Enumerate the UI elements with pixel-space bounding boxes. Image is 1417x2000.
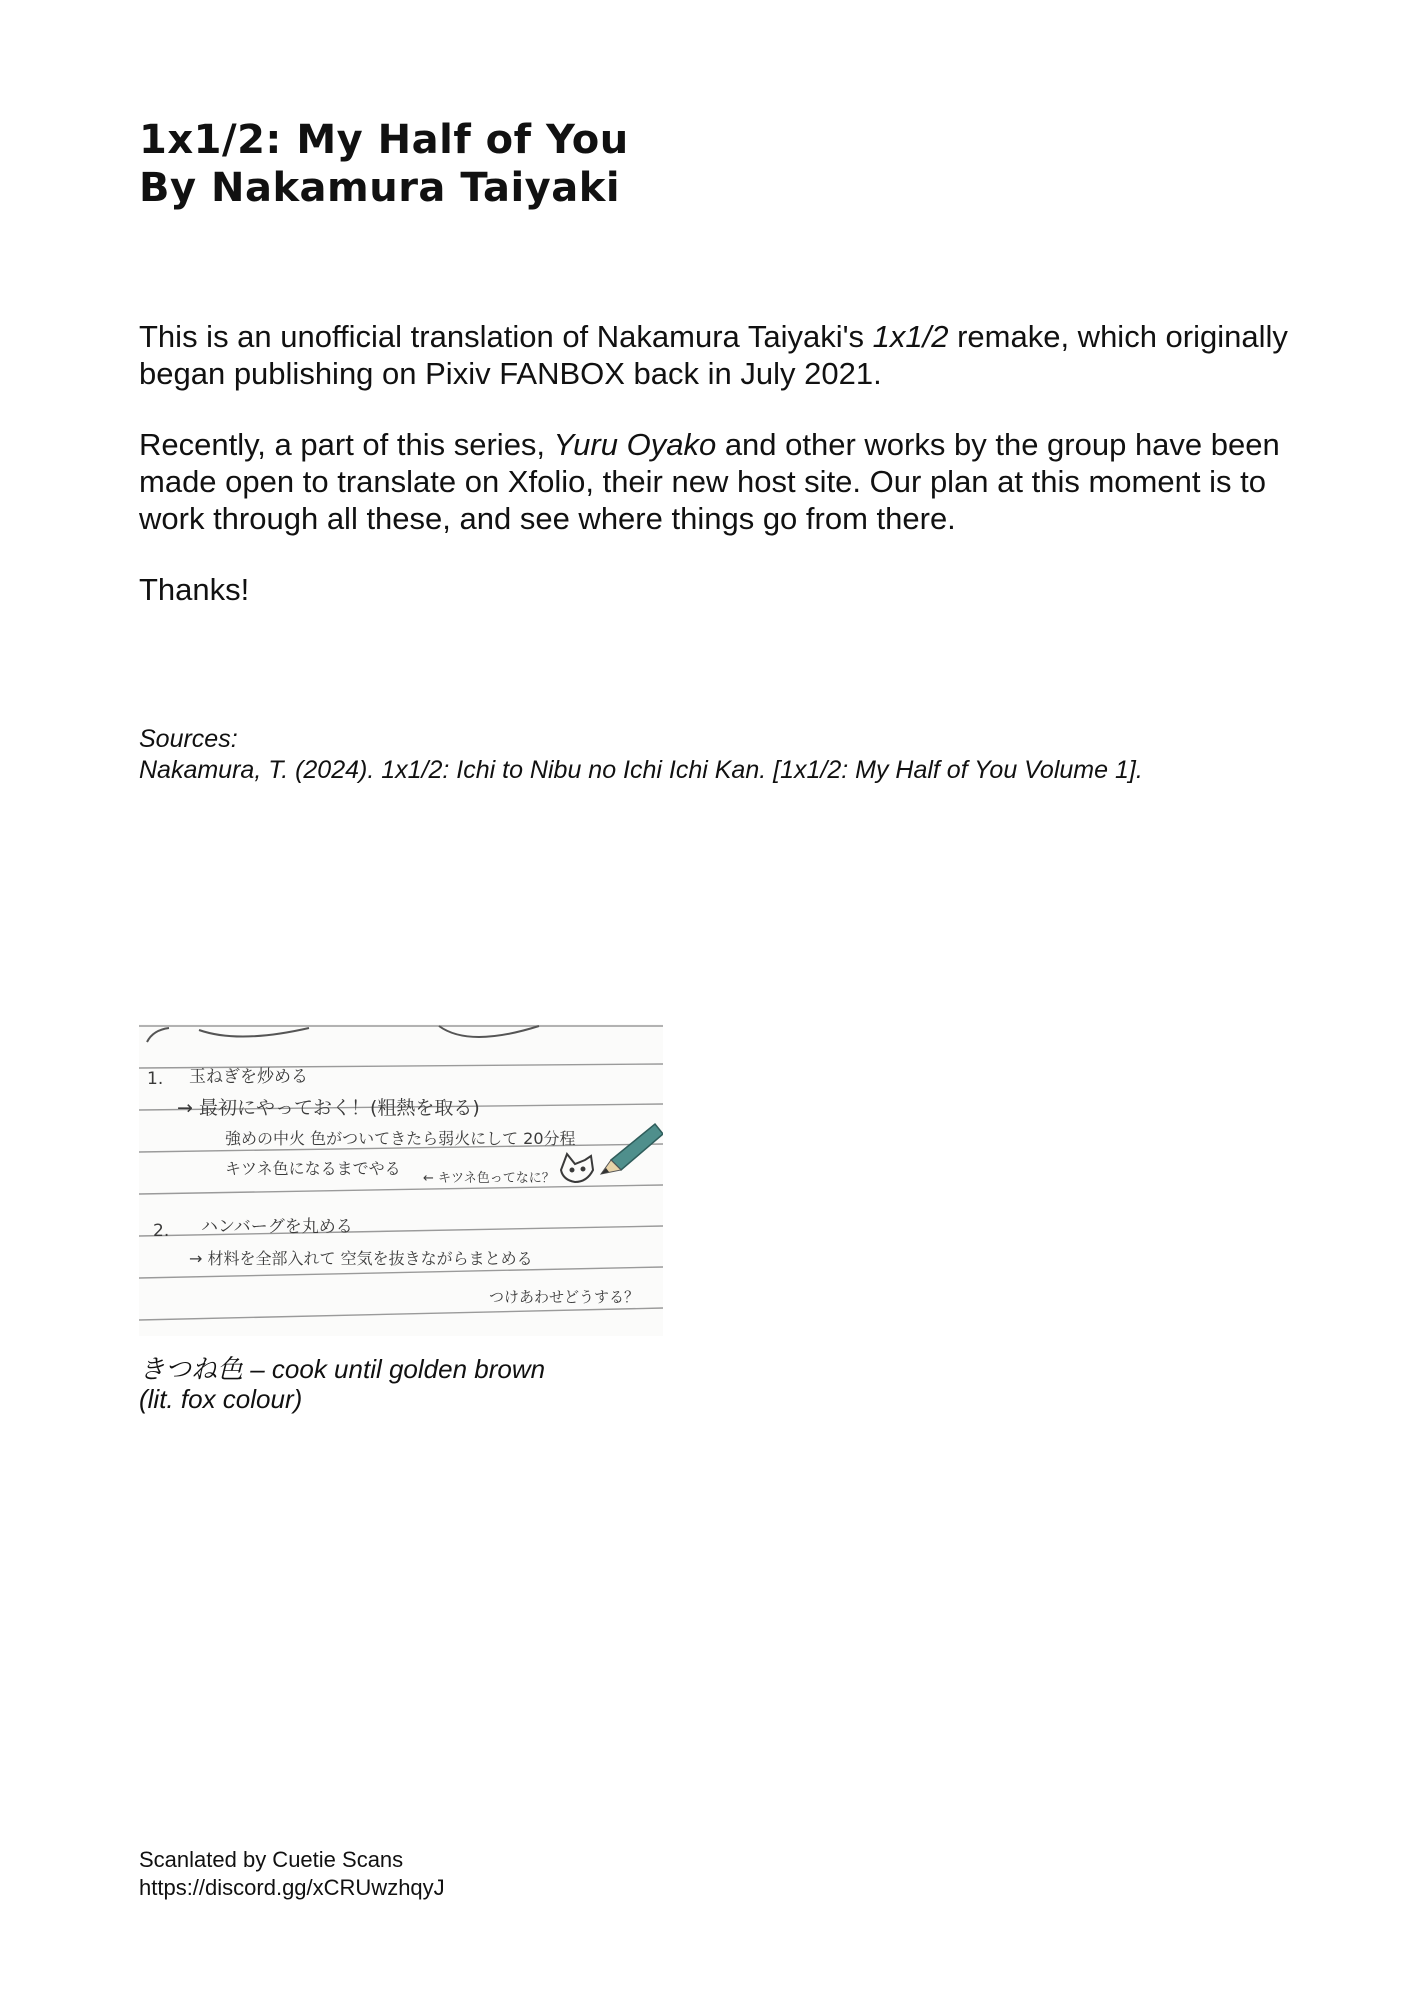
fox-doodle-icon (561, 1154, 593, 1182)
title-line-2: By Nakamura Taiyaki (139, 165, 621, 211)
notebook-image (139, 1024, 663, 1336)
page-title (139, 116, 629, 212)
caption-line-2: (lit. fox colour) (139, 1384, 303, 1414)
step-1-title: 玉ねぎを炒める (189, 1067, 308, 1087)
step-1-number: 1. (147, 1069, 164, 1089)
pencil-icon (601, 1124, 663, 1174)
intro-p2-start: Recently, a part of this series, (139, 427, 554, 462)
intro-p1-start: This is an unofficial translation of Nakamura Taiyaki's (139, 319, 873, 354)
side-note: ← キツネ色ってなに？ (423, 1171, 555, 1186)
image-caption (139, 1354, 545, 1414)
sources-label: Sources: (139, 725, 238, 753)
intro-p1-series-title: 1x1/2 (872, 319, 949, 354)
caption-line-1: きつね色 – cook until golden brown (139, 1354, 546, 1384)
doodle-curves (147, 1026, 539, 1042)
sources (139, 724, 1339, 786)
step-1-note-2: 強めの中火 色がついてきたら弱火にして 20分程 (225, 1129, 576, 1148)
intro-p1-end: remake, which originally began publishing on Pixiv FANBOX back in July 2021. (139, 319, 1288, 391)
intro-paragraph-3: Thanks! (139, 572, 250, 607)
credits (139, 1846, 445, 1902)
step-1-note-3: キツネ色になるまでやる (225, 1159, 401, 1178)
intro-p2-series-title: Yuru Oyako (553, 427, 717, 462)
step-2-title: ハンバーグを丸める (201, 1217, 353, 1237)
intro-p2-end: and other works by the group have been made open to translate on Xfolio, their new host site. Our plan at this moment is to work through all these, and see where things go from there. (139, 427, 1280, 536)
intro-paragraph-1 (139, 318, 1319, 392)
step-2-note-1: → 材料を全部入れて 空気を抜きながらまとめる (189, 1249, 533, 1268)
title-line-1: 1x1/2: My Half of You (139, 117, 629, 163)
step-1-note-1: → 最初にやっておく！(粗熱を取る) (177, 1097, 480, 1119)
intro-paragraph-2 (139, 426, 1319, 537)
intro-text (139, 318, 1319, 642)
credits-line-1: Scanlated by Cuetie Scans (139, 1847, 404, 1872)
sources-citation: Nakamura, T. (2024). 1x1/2: Ichi to Nibu no Ichi Ichi Kan. [1x1/2: My Half of You Volume 1]. (139, 756, 1143, 784)
discord-link[interactable]: https://discord.gg/xCRUwzhqyJ (139, 1875, 445, 1900)
step-2-note-2: つけあわせどうする？ (489, 1288, 640, 1306)
step-2-number: 2. (153, 1221, 170, 1241)
